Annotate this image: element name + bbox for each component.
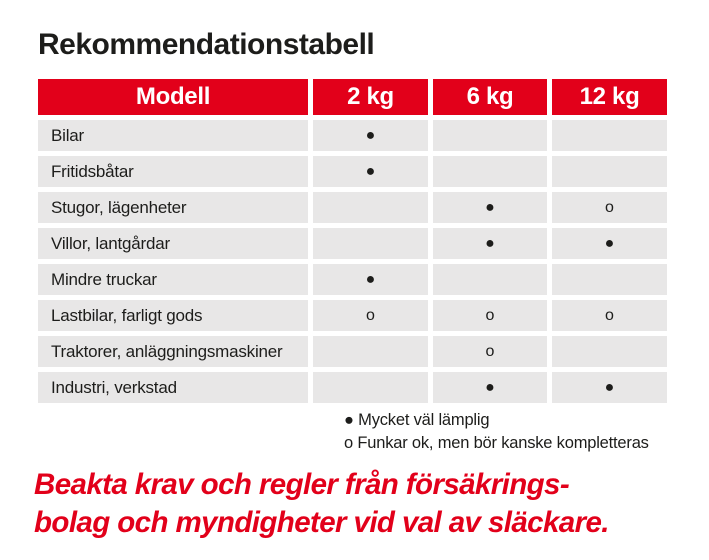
legend-line-suitable: ● Mycket väl lämplig xyxy=(344,411,490,429)
marker-cell-12kg xyxy=(552,120,667,151)
row-label: Bilar xyxy=(38,120,308,151)
marker-cell-6kg: o xyxy=(433,336,547,367)
marker-cell-12kg xyxy=(552,336,667,367)
row-label: Fritidsbåtar xyxy=(38,156,308,187)
marker-cell-2kg xyxy=(313,192,428,223)
marker-cell-2kg: ● xyxy=(313,120,428,151)
marker-cell-6kg: ● xyxy=(433,192,547,223)
marker-cell-2kg xyxy=(313,336,428,367)
marker-cell-2kg: ● xyxy=(313,156,428,187)
row-label: Stugor, lägenheter xyxy=(38,192,308,223)
page-title: Rekommendationstabell xyxy=(38,28,375,61)
marker-cell-12kg xyxy=(552,264,667,295)
marker-cell-12kg: ● xyxy=(552,228,667,259)
marker-cell-2kg: ● xyxy=(313,264,428,295)
row-label: Villor, lantgårdar xyxy=(38,228,308,259)
marker-cell-6kg: ● xyxy=(433,228,547,259)
legend xyxy=(344,409,649,455)
header-modell: Modell xyxy=(38,79,308,115)
row-label: Industri, verkstad xyxy=(38,372,308,403)
legend-line-ok: o Funkar ok, men bör kanske kompletteras xyxy=(344,434,649,452)
header-6kg: 6 kg xyxy=(433,79,547,115)
marker-cell-2kg xyxy=(313,372,428,403)
marker-cell-12kg: o xyxy=(552,192,667,223)
marker-cell-12kg: ● xyxy=(552,372,667,403)
row-label: Lastbilar, farligt gods xyxy=(38,300,308,331)
marker-cell-2kg: o xyxy=(313,300,428,331)
header-12kg: 12 kg xyxy=(552,79,667,115)
marker-cell-6kg: o xyxy=(433,300,547,331)
footer-warning xyxy=(34,466,609,542)
header-2kg: 2 kg xyxy=(313,79,428,115)
marker-cell-12kg: o xyxy=(552,300,667,331)
marker-cell-12kg xyxy=(552,156,667,187)
row-label: Mindre truckar xyxy=(38,264,308,295)
marker-cell-6kg xyxy=(433,264,547,295)
footer-warning-line-2: bolag och myndigheter vid val av släckare. xyxy=(34,506,609,539)
row-label: Traktorer, anläggningsmaskiner xyxy=(38,336,308,367)
marker-cell-6kg xyxy=(433,156,547,187)
footer-warning-line-1: Beakta krav och regler från försäkrings- xyxy=(34,468,570,501)
recommendation-table xyxy=(38,79,667,403)
marker-cell-6kg: ● xyxy=(433,372,547,403)
marker-cell-2kg xyxy=(313,228,428,259)
marker-cell-6kg xyxy=(433,120,547,151)
